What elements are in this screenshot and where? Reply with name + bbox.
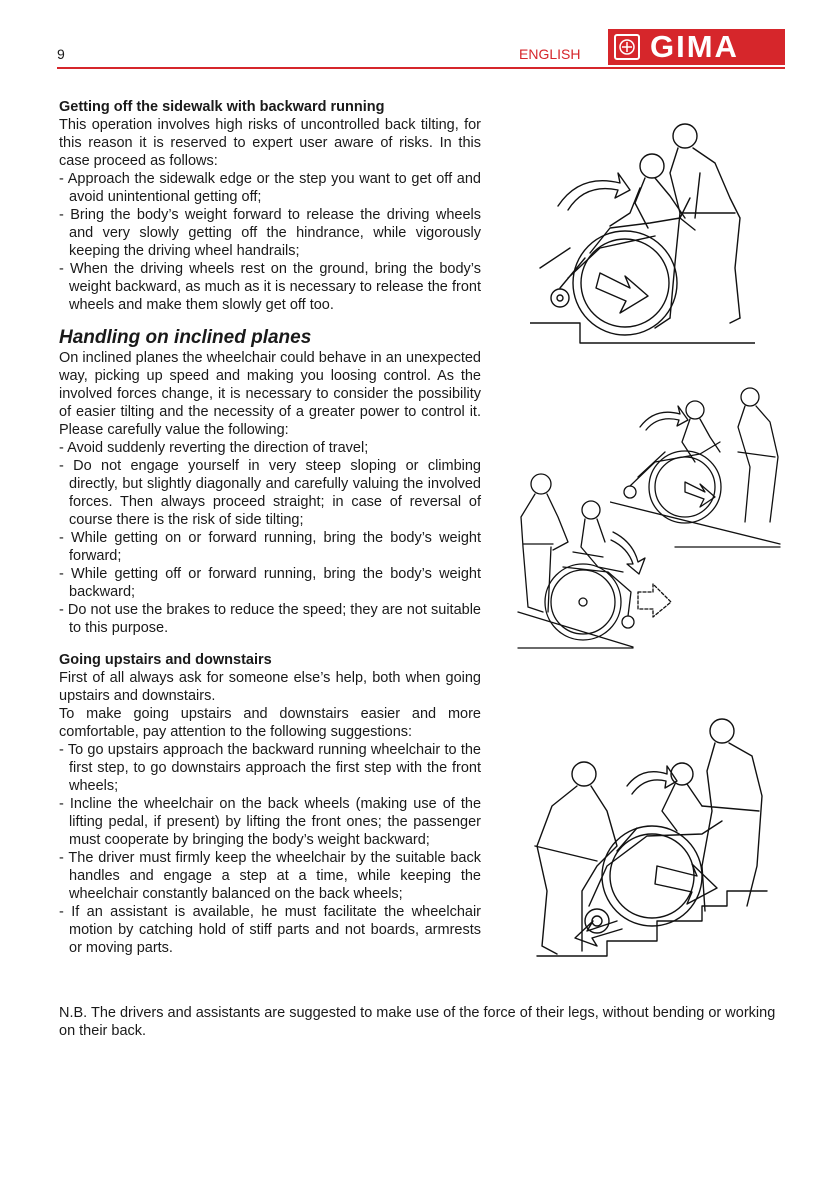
list-stairs: [59, 741, 481, 957]
section-intro-sidewalk: This operation involves high risks of uncontrolled back tilting, for this reason it is reserved to expert user aware of risks. In this case proceed as follows:: [59, 117, 481, 169]
list-item: - While getting on or forward running, bring the body’s weight forward;: [59, 529, 481, 565]
note-paragraph: N.B. The drivers and assistants are suggested to make use of the force of their legs, without bending or working on their back.: [59, 1005, 776, 1039]
section-intro-inclined: On inclined planes the wheelchair could behave in an unexpected way, picking up speed and making you loosing control. As the involved forces change, it is necessary to consider the possibility of easier tilting and the necessity of a greater power to control it. Please carefully value the following:: [59, 350, 481, 438]
section-intro-stairs: First of all always ask for someone else’s help, both when going upstairs and downstairs.: [59, 670, 481, 704]
header-rule: [57, 67, 785, 69]
list-item: - Do not use the brakes to reduce the speed; they are not suitable to this purpose.: [59, 601, 481, 637]
section-title-stairs: Going upstairs and downstairs: [59, 652, 272, 668]
list-item: - Bring the body’s weight forward to release the driving wheels and very slowly getting off the hindrance, while vigorously keeping the driving wheel handrails;: [59, 206, 481, 260]
list-sidewalk: [59, 170, 481, 314]
illustration-stairs: [527, 716, 777, 961]
page-number: 9: [57, 46, 65, 62]
list-item: - If an assistant is available, he must facilitate the wheelchair motion by catching hold of stiff parts and not boards, armrests or moving parts.: [59, 903, 481, 957]
illustration-incline-lower: [513, 472, 683, 650]
illustration-sidewalk: [530, 118, 755, 346]
main-content: [59, 98, 481, 957]
list-item: - Do not engage yourself in very steep sloping or climbing directly, but slightly diagonally and carefully valuing the involved forces. Then always proceed straight; in case of reversal of course there is the risk of side tilting;: [59, 457, 481, 529]
section-title-inclined: Handling on inclined planes: [59, 327, 312, 348]
list-item: - Approach the sidewalk edge or the step you want to get off and avoid unintentional getting off;: [59, 170, 481, 206]
section-title-sidewalk: Getting off the sidewalk with backward running: [59, 99, 385, 115]
brand-name: GIMA: [650, 29, 739, 64]
brand-emblem-icon: [614, 34, 640, 60]
list-item: - While getting off or forward running, bring the body’s weight backward;: [59, 565, 481, 601]
list-item: - Incline the wheelchair on the back wheels (making use of the lifting pedal, if present) by lifting the front ones; the passenger must cooperate by bringing the body’s weight backward;: [59, 795, 481, 849]
section-intro-stairs-2: To make going upstairs and downstairs easier and more comfortable, pay attention to the following suggestions:: [59, 706, 481, 740]
language-label: ENGLISH: [519, 46, 581, 62]
brand-logo: [608, 29, 785, 65]
list-item: - The driver must firmly keep the wheelchair by the suitable back handles and engage a step at a time, while keeping the wheelchair constantly balanced on the back wheels;: [59, 849, 481, 903]
list-inclined: [59, 439, 481, 637]
list-item: - To go upstairs approach the backward running wheelchair to the first step, to go downstairs approach the first step with the front wheels;: [59, 741, 481, 795]
list-item: - Avoid suddenly reverting the direction of travel;: [59, 439, 481, 457]
list-item: - When the driving wheels rest on the ground, bring the body’s weight backward, as much as it is necessary to release the front wheels and make them slowly get off too.: [59, 260, 481, 314]
